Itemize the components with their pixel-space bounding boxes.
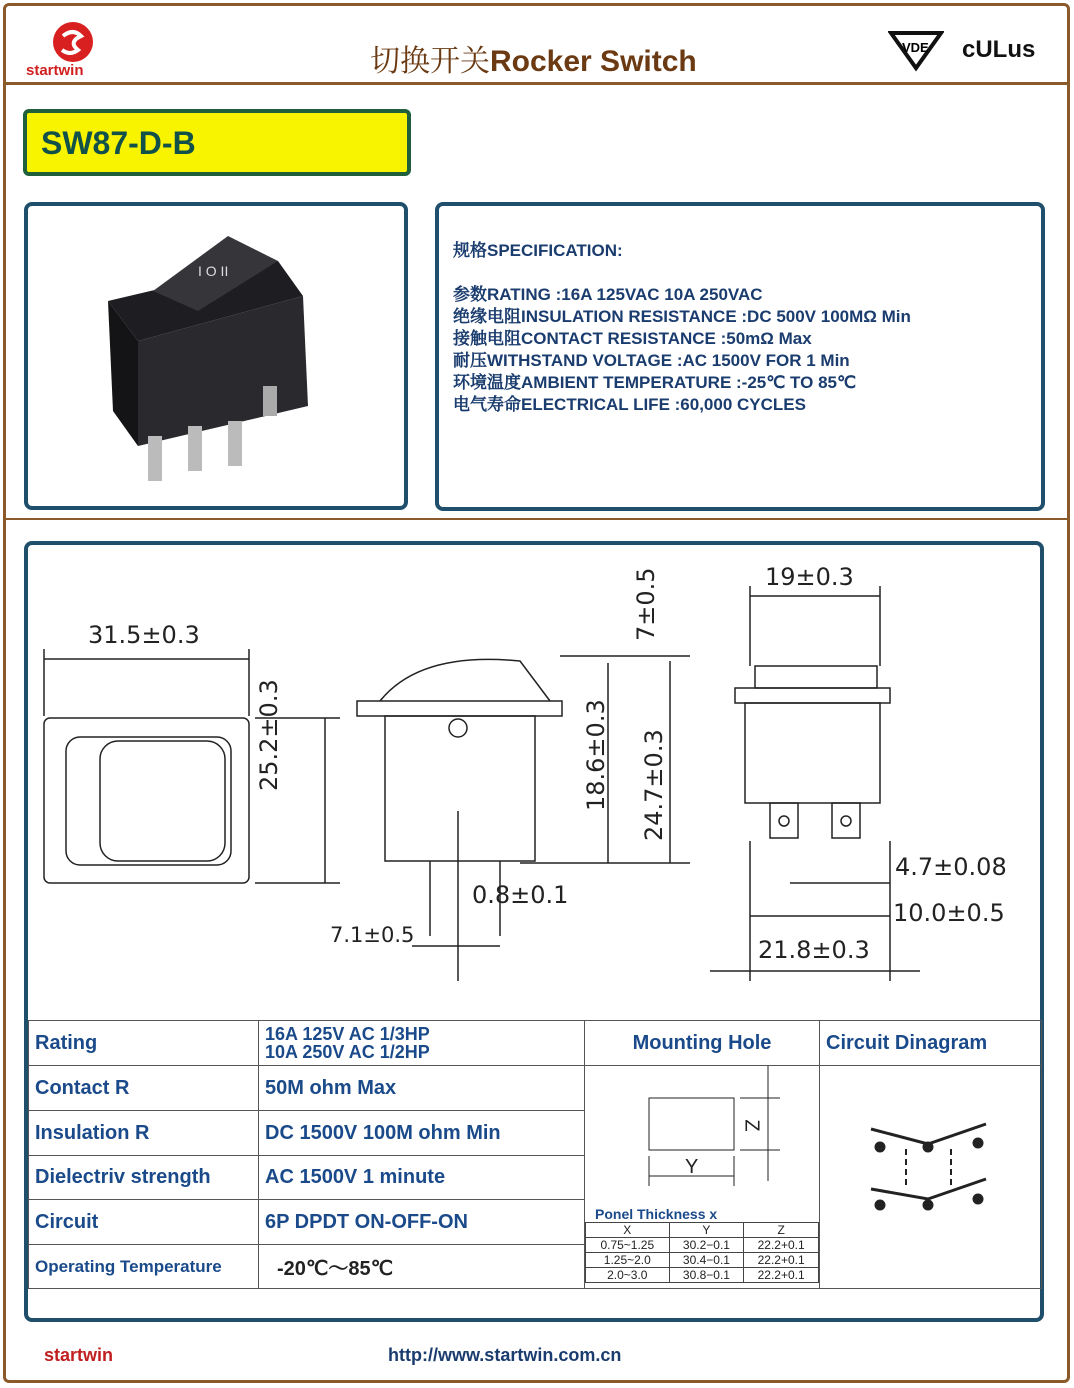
- dim-rocker: 7±0.5: [632, 567, 660, 641]
- section-divider: [3, 518, 1070, 520]
- row-label: Operating Temperature: [29, 1245, 259, 1289]
- spec-rating: 参数RATING :16A 125VAC 10A 250VAC: [453, 285, 763, 304]
- model-number: SW87-D-B: [23, 109, 411, 176]
- dim-pin-pitch: 7.1±0.5: [330, 923, 415, 947]
- dim-side-base: 21.8±0.3: [758, 936, 870, 964]
- circuit-diagram-cell: [820, 1066, 1042, 1289]
- row-label: Rating: [29, 1021, 259, 1066]
- panel-thickness-label: Ponel Thickness x: [595, 1206, 718, 1222]
- footer-url[interactable]: http://www.startwin.com.cn: [388, 1345, 622, 1365]
- mounting-hole-header: Mounting Hole: [585, 1021, 820, 1066]
- mounting-hole-cell: [585, 1066, 820, 1289]
- dim-side-pitch: 10.0±0.5: [893, 899, 1005, 927]
- spec-temperature: 环境温度AMBIENT TEMPERATURE :-25℃ TO 85℃: [453, 373, 857, 392]
- header-divider: [3, 82, 1070, 85]
- row-value: -20℃～85℃: [259, 1245, 585, 1289]
- page-title: 切换开关Rocker Switch: [370, 45, 697, 78]
- startwin-logo: [48, 22, 98, 64]
- row-label: Dielectriv strength: [29, 1156, 259, 1200]
- specs-table: [28, 1020, 1042, 1289]
- circuit-diagram-header: Circuit Dinagram: [820, 1021, 1042, 1066]
- row-value: 6P DPDT ON-OFF-ON: [259, 1200, 585, 1245]
- row-value: 50M ohm Max: [259, 1066, 585, 1111]
- panel-thickness-table: X Y Z 0.75~1.25 30.2−0.1 22.2+0.1 1.25~2.0 30.4−0.1 22.2+0.1 2.0~3.0 30.8−0.1 22.2+0.1: [585, 1222, 819, 1283]
- brand-name: startwin: [26, 62, 84, 79]
- row-label: Insulation R: [29, 1111, 259, 1156]
- spec-withstand: 耐压WITHSTAND VOLTAGE :AC 1500V FOR 1 Min: [453, 351, 850, 370]
- spec-insulation: 绝缘电阻INSULATION RESISTANCE :DC 500V 100MΩ Min: [453, 307, 911, 326]
- spec-life: 电气寿命ELECTRICAL LIFE :60,000 CYCLES: [453, 395, 806, 414]
- spec-heading: 规格SPECIFICATION:: [453, 241, 623, 260]
- dim-total: 24.7±0.3: [640, 729, 668, 841]
- row-value: 16A 125V AC 1/3HP 10A 250V AC 1/2HP: [259, 1021, 585, 1066]
- row-value: AC 1500V 1 minute: [259, 1156, 585, 1200]
- dim-width: 31.5±0.3: [88, 621, 200, 649]
- product-photo-panel: [24, 202, 408, 510]
- dim-side-pin: 4.7±0.08: [895, 853, 1007, 881]
- svg-text:VDE: VDE: [902, 40, 929, 55]
- mount-z-label: Z: [740, 1119, 763, 1132]
- row-value: DC 1500V 100M ohm Min: [259, 1111, 585, 1156]
- dim-body: 18.6±0.3: [582, 699, 610, 811]
- vde-logo: [888, 30, 944, 77]
- dimension-labels: [0, 541, 1074, 1021]
- spec-contact: 接触电阻CONTACT RESISTANCE :50mΩ Max: [453, 329, 812, 348]
- dim-height: 25.2±0.3: [255, 679, 283, 791]
- specification-text: [453, 240, 911, 416]
- circuit-diagram: [866, 1119, 996, 1229]
- row-label: Contact R: [29, 1066, 259, 1111]
- row-label: Circuit: [29, 1200, 259, 1245]
- rocker-switch-photo: [28, 206, 404, 506]
- mount-y-label: Y: [685, 1156, 699, 1178]
- dim-side-width: 19±0.3: [765, 563, 854, 591]
- svg-text:I O II: I O II: [198, 263, 229, 279]
- mounting-hole-diagram: [585, 1066, 819, 1196]
- dim-pin-width: 0.8±0.1: [472, 881, 569, 909]
- ul-logo: cULus: [962, 36, 1036, 63]
- footer-brand: startwin: [44, 1345, 114, 1365]
